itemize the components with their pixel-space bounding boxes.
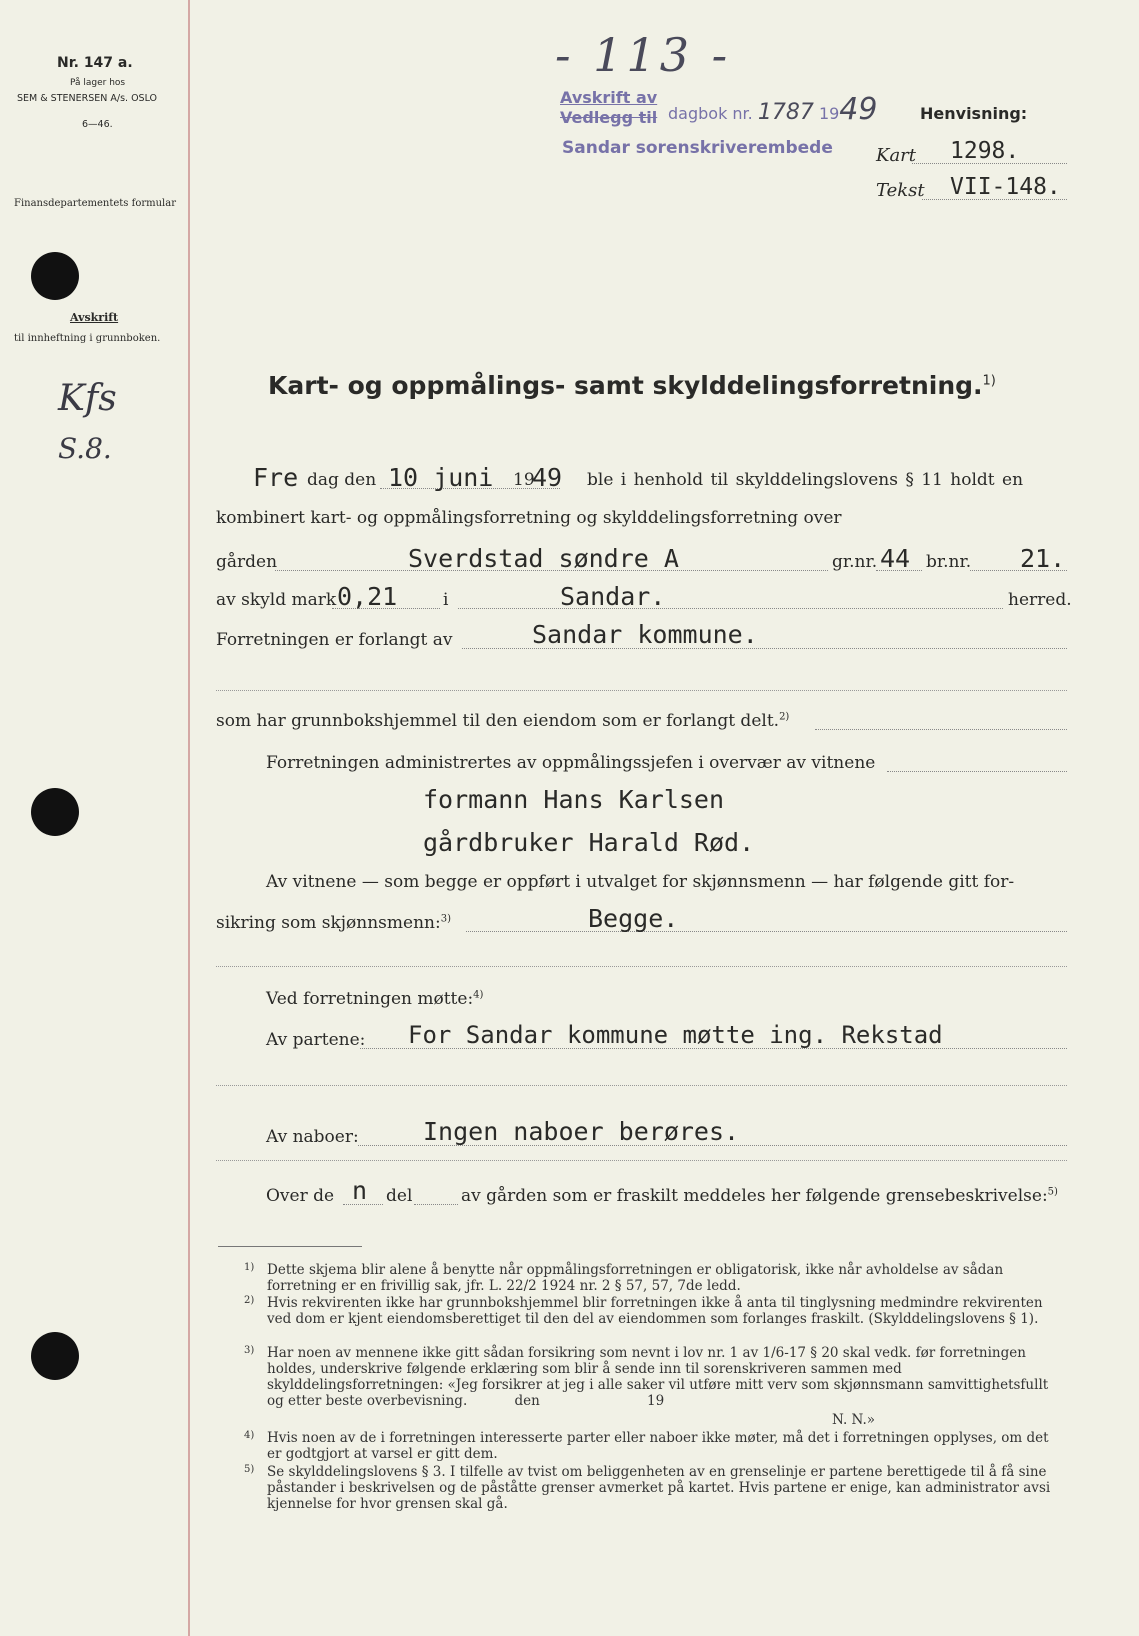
grunnbok-footnote-mark: 2) [779, 711, 790, 723]
footnote-1 [244, 1262, 1067, 1294]
kart-label: Kart [876, 145, 917, 166]
year-prefix: 19 [513, 470, 535, 490]
partene-value: For Sandar kommune møtte ing. Rekstad [408, 1021, 943, 1049]
motte-label: Ved forretningen møtte: [266, 989, 474, 1009]
tekst-value: VII-148. [950, 174, 1061, 200]
naboer-value: Ingen naboer berøres. [423, 1117, 740, 1146]
date-value: 10 juni [388, 463, 494, 492]
garden-label: gården [216, 552, 278, 572]
blank-line-2 [216, 966, 1067, 967]
form-number: Nr. 147 a. [57, 55, 133, 71]
over-de-label: Over de [266, 1186, 335, 1206]
herred-value: Sandar. [560, 582, 666, 611]
weekday: Fre [253, 463, 299, 492]
grense-text: av gården som er fraskilt meddeles her følgende grensebeskrivelse: [461, 1186, 1048, 1206]
punch-hole-middle [31, 788, 79, 836]
footnote-3 [244, 1345, 1067, 1409]
dagbok-number: 1787 [757, 100, 814, 125]
naboer-label: Av naboer: [266, 1127, 359, 1147]
blank-line-1 [216, 690, 1067, 691]
blank-line-4 [216, 1160, 1067, 1161]
stamp-dagbok [668, 92, 877, 127]
avskrift-heading: Avskrift [70, 311, 119, 324]
administrert-dots [887, 771, 1067, 772]
avskrift-instruction: til innheftning i grunnboken. [14, 333, 161, 344]
skyld-label: av skyld mark [216, 590, 337, 610]
farm-name: Sverdstad søndre A [408, 544, 679, 573]
margin-rule [188, 0, 190, 1636]
footnote-4-text: Hvis noen av de i forretningen interesserte parter eller naboer ikke møter, må det i forretningen opplyses, om det er godtgjort at varsel er gitt dem. [267, 1430, 1049, 1462]
publisher-line-2: SEM & STENERSEN A/s. OSLO [17, 93, 158, 104]
tekst-label: Tekst [876, 180, 925, 201]
stamp-office: Sandar sorenskriverembede [562, 138, 833, 158]
witness-2: gårdbruker Harald Rød. [423, 828, 755, 857]
title-footnote-mark: 1) [982, 373, 996, 389]
blank-line-3 [216, 1085, 1067, 1086]
gnr-value: 44 [880, 544, 911, 573]
footnote-5 [244, 1464, 1067, 1512]
footnote-3-text: Har noen av mennene ikke gitt sådan forsikring som nevnt i lov nr. 1 av 1/6-17 § 20 skal vedk. før forretningen holdes, underskrive følgende erklæring som blir å sende inn til sorenskriveren sammen med skylddelingsforretningen: «Jeg forsikrer at jeg i alle saker vil utføre mitt verv som skjønnsmann samvittighetsfullt og etter beste overbevisning. den 19 [267, 1345, 1053, 1409]
footnote-1-text: Dette skjema blir alene å benytte når oppmålingsforretningen er obligatorisk, ikke når avholdelse av sådan forretning er en frivillig sak, jfr. L. 22/2 1924 nr. 2 § 57, 57, 7de ledd. [267, 1262, 1004, 1294]
footnote-5-number: 5) [244, 1464, 255, 1475]
forsikring-label: sikring som skjønnsmenn: [216, 913, 441, 933]
footnote-2-number: 2) [244, 1295, 255, 1306]
i-label: i [443, 590, 449, 610]
forsikring-line [216, 913, 451, 933]
footnote-separator [218, 1246, 362, 1247]
vitnene-line: Av vitnene — som begge er oppført i utvalget for skjønnsmenn — har følgende gitt for- [266, 872, 1015, 892]
administrert-line: Forretningen administrertes av oppmålingssjefen i overvær av vitnene [266, 753, 876, 773]
dagbok-year-prefix: 19 [818, 104, 840, 123]
form-owner: Finansdepartementets formular [14, 198, 176, 209]
skyld-value: 0,21 [337, 582, 398, 611]
bnr-label: br.nr. [926, 552, 972, 572]
forsikring-value: Begge. [588, 904, 679, 933]
forlangt-label: Forretningen er forlangt av [216, 630, 453, 650]
del-dots [414, 1204, 458, 1205]
partene-label: Av partene: [266, 1030, 366, 1050]
dagbok-year: 49 [839, 92, 878, 127]
reference-label: Henvisning: [920, 104, 1028, 123]
grunnbok-text: som har grunnbokshjemmel til den eiendom som er forlangt delt. [216, 711, 780, 731]
forsikring-dots [466, 931, 1067, 932]
grense-line [461, 1186, 1058, 1206]
grense-footnote-mark: 5) [1047, 1186, 1058, 1198]
stamp-avskrift: Avskrift av [560, 88, 658, 107]
forlangt-value: Sandar kommune. [532, 620, 758, 649]
witness-1: formann Hans Karlsen [423, 785, 725, 814]
kart-value: 1298. [950, 138, 1020, 164]
title-text: Kart- og oppmålings- samt skylddelingsforretning. [268, 371, 983, 400]
dag-den-label: dag den [307, 470, 377, 490]
over-value: n [352, 1176, 368, 1205]
forsikring-footnote-mark: 3) [440, 913, 451, 925]
motte-line [266, 989, 483, 1009]
stamp-vedlegg-struck: Vedlegg til [560, 108, 658, 127]
line1-rest: ble i henhold til skylddelingslovens § 11 holdt en [587, 470, 1024, 490]
publisher-line-1: På lager hos [70, 78, 126, 88]
footnote-4 [244, 1430, 1067, 1462]
form-date: 6—46. [82, 119, 113, 130]
footnote-1-number: 1) [244, 1262, 255, 1273]
herred-label: herred. [1008, 590, 1072, 610]
bnr-value: 21. [1020, 544, 1066, 573]
footnote-2-text: Hvis rekvirenten ikke har grunnbokshjemmel blir forretningen ikke å anta til tinglysning medmindre rekvirenten ved dom er kjent eiendomsberettiget til den del av eiendommen som forlanges fraskilt. (Skylddelingslovens § 1). [267, 1295, 1043, 1327]
del-label: del [386, 1186, 413, 1206]
footnote-3-number: 3) [244, 1345, 255, 1356]
document-title [268, 371, 996, 400]
handwritten-initials-2: S.8. [58, 432, 112, 465]
gnr-label: gr.nr. [832, 552, 878, 572]
grunnbok-dots [815, 729, 1067, 730]
grunnbok-line [216, 711, 789, 731]
dagbok-label: dagbok nr. [668, 104, 753, 123]
punch-hole-bottom [31, 1332, 79, 1380]
punch-hole-top [31, 252, 79, 300]
herred-line [458, 608, 1003, 609]
motte-footnote-mark: 4) [473, 989, 484, 1001]
footnote-5-text: Se skylddelingslovens § 3. I tilfelle av tvist om beliggenheten av en grenselinje er partene berettigede til å få sine påstander i beskrivelsen og de påståtte grenser avmerket på kartet. Hvis partene er enige, kan administrator avsi kjennelse for hvor grensen skal gå. [267, 1464, 1051, 1512]
line2: kombinert kart- og oppmålingsforretning og skylddelingsforretning over [216, 508, 842, 528]
footnote-2 [244, 1295, 1067, 1327]
year-value: 49 [532, 463, 563, 492]
handwritten-initials-1: Kfs [58, 378, 117, 419]
footnote-3-signature: N. N.» [832, 1412, 876, 1428]
page-number: - 113 - [555, 28, 732, 82]
footnote-4-number: 4) [244, 1430, 255, 1441]
